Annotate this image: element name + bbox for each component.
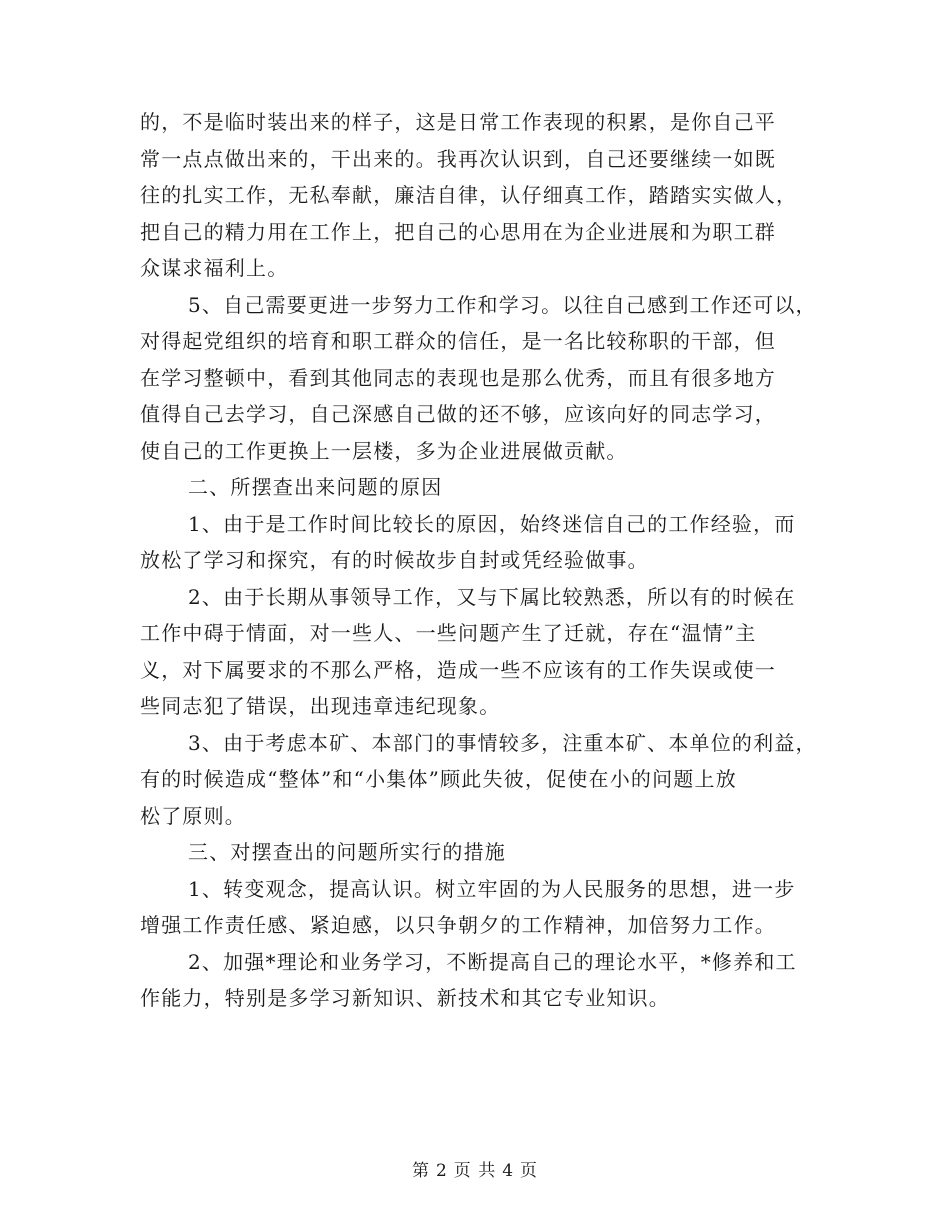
text-line: 义，对下属要求的不那么严格，造成一些不应该有的工作失误或使一 [140,657,776,682]
text-line: 1、转变观念，提高认识。树立牢固的为人民服务的思想，进一步 [188,876,796,901]
text-line: 2、由于长期从事领导工作，又与下属比较熟悉，所以有的时候在 [188,584,796,609]
text-line: 对得起党组织的培育和职工群众的信任，是一名比较称职的干部，但 [140,329,776,353]
text-line: 1、由于是工作时间比较长的原因，始终迷信自己的工作经验，而 [188,511,796,536]
text-line: 常一点点做出来的，干出来的。我再次认识到，自己还要继续一如既 [140,146,776,171]
page-footer [0,1156,950,1181]
footer-middle: 页 共 [453,1161,497,1181]
text-line: 有的时候造成“整体”和“小集体”顾此失彼，促使在小的问题上放 [140,767,737,791]
text-line: 5、自己需要更进一步努力工作和学习。以往自己感到工作还可以， [188,292,817,317]
text-line: 值得自己去学习，自己深感自己做的还不够，应该向好的同志学习， [140,402,776,426]
text-line: 2、加强*理论和业务学习，不断提高自己的理论水平，*修养和工 [188,949,797,974]
footer-suffix: 页 [520,1161,539,1181]
document-body [140,104,830,1017]
text-line: 的，不是临时装出来的样子，这是日常工作表现的积累，是你自己平 [140,110,776,134]
text-line: 作能力，特别是多学习新知识、新技术和其它专业知识。 [140,986,670,1010]
footer-prefix: 第 [411,1161,430,1181]
text-line: 使自己的工作更换上一层楼，多为企业进展做贡献。 [140,438,628,463]
text-line: 3、由于考虑本矿、本部门的事情较多，注重本矿、本单位的利益， [188,730,817,755]
footer-current-page: 2 [435,1161,448,1181]
text-line: 增强工作责任感、紧迫感，以只争朝夕的工作精神，加倍努力工作。 [140,913,776,937]
text-line: 把自己的精力用在工作上，把自己的心思用在为企业进展和为职工群 [140,219,776,244]
text-line: 放松了学习和探究，有的时候故步自封或凭经验做事。 [140,548,649,572]
footer-total-pages: 4 [502,1161,515,1181]
text-line: 工作中碍于情面，对一些人、一些问题产生了迁就，存在“温情”主 [140,621,757,645]
text-line: 众谋求福利上。 [140,256,289,280]
text-line: 些同志犯了错误，出现违章违纪现象。 [140,694,501,718]
text-line: 二、所摆查出来问题的原因 [188,475,443,499]
text-line: 往的扎实工作，无私奉献，廉洁自律，认仔细真工作，踏踏实实做人， [140,183,798,207]
text-line: 三、对摆查出的问题所实行的措施 [188,840,506,864]
text-line: 松了原则。 [140,803,246,828]
text-line: 在学习整顿中，看到其他同志的表现也是那么优秀，而且有很多地方 [140,365,776,390]
